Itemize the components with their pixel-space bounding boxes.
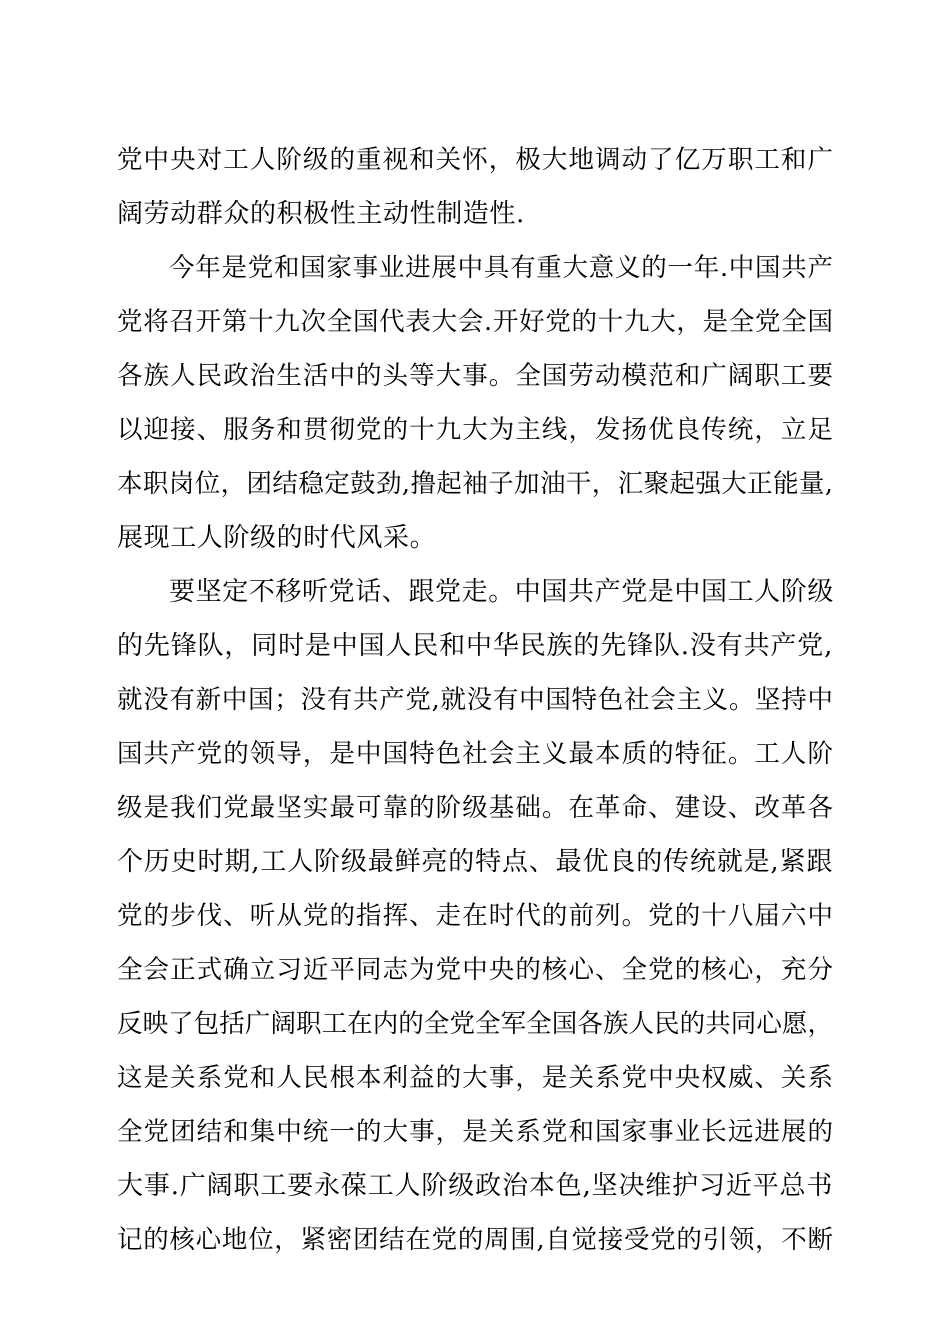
text-line: 全会正式确立习近平同志为党中央的核心、全党的核心，充分 — [117, 955, 833, 985]
text-line: 要坚定不移听党话、跟党走。中国共产党是中国工人阶级 — [169, 577, 835, 607]
text-line: 以迎接、服务和贯彻党的十九大为主线，发扬优良传统，立足 — [117, 415, 833, 445]
text-line: 级是我们党最坚实最可靠的阶级基础。在革命、建设、改革各 — [117, 793, 833, 823]
text-line: 党中央对工人阶级的重视和关怀，极大地调动了亿万职工和广 — [117, 145, 833, 175]
text-line: 这是关系党和人民根本利益的大事，是关系党中央权威、关系 — [117, 1063, 833, 1093]
text-line: 国共产党的领导，是中国特色社会主义最本质的特征。工人阶 — [117, 739, 833, 769]
text-line: 党将召开第十九次全国代表大会.开好党的十九大，是全党全国 — [117, 307, 833, 337]
text-line: 全党团结和集中统一的大事，是关系党和国家事业长远进展的 — [117, 1117, 833, 1147]
text-line: 本职岗位，团结稳定鼓劲,撸起袖子加油干，汇聚起强大正能量, — [117, 469, 833, 499]
text-line: 的先锋队，同时是中国人民和中华民族的先锋队.没有共产党, — [117, 631, 833, 661]
text-line: 记的核心地位，紧密团结在党的周围,自觉接受党的引领，不断 — [117, 1225, 833, 1255]
text-line: 党的步伐、听从党的指挥、走在时代的前列。党的十八届六中 — [117, 901, 833, 931]
text-line: 阔劳动群众的积极性主动性制造性. — [117, 199, 525, 229]
text-line: 个历史时期,工人阶级最鲜亮的特点、最优良的传统就是,紧跟 — [117, 847, 833, 877]
text-line: 今年是党和国家事业进展中具有重大意义的一年.中国共产 — [169, 253, 833, 283]
text-line: 反映了包括广阔职工在内的全党全军全国各族人民的共同心愿， — [117, 1009, 833, 1039]
text-line: 就没有新中国；没有共产党,就没有中国特色社会主义。坚持中 — [117, 685, 833, 715]
text-line: 大事.广阔职工要永葆工人阶级政治本色,坚决维护习近平总书 — [117, 1171, 833, 1201]
text-line: 展现工人阶级的时代风采。 — [117, 523, 437, 553]
text-line: 各族人民政治生活中的头等大事。全国劳动模范和广阔职工要 — [117, 361, 833, 391]
